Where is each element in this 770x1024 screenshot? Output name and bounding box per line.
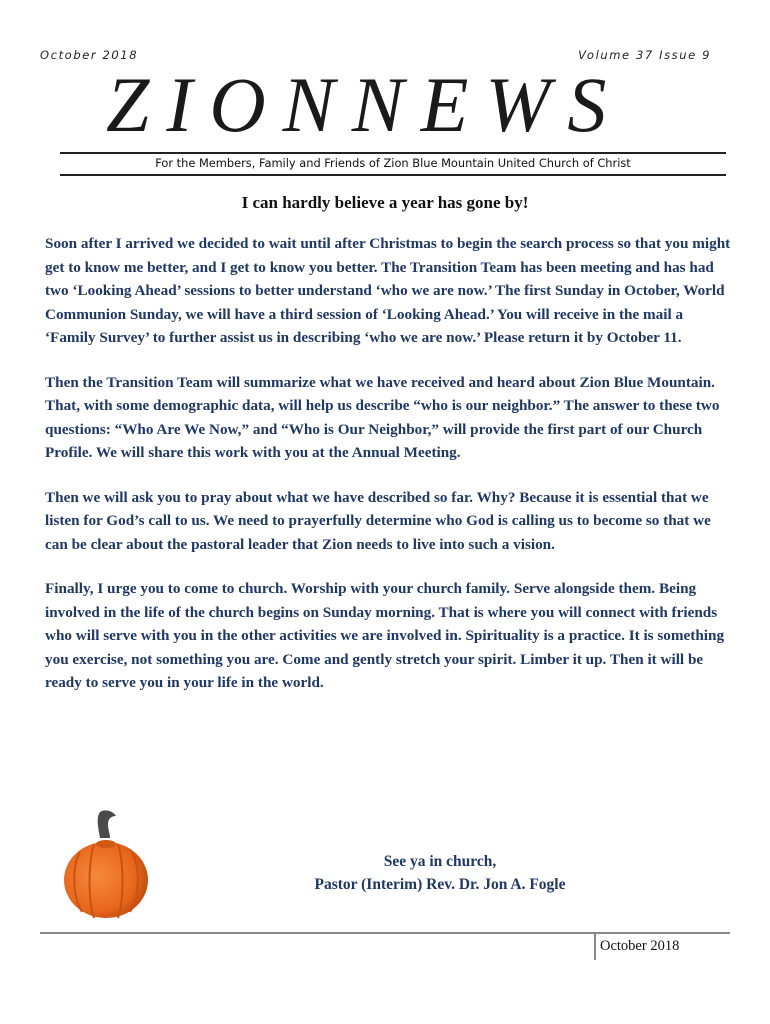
article-paragraph: Soon after I arrived we decided to wait until after Christmas to begin the search process so that you might get to know me better, and I get to know you better. The Transition Team has been meeting and has had two ‘Looking Ahead’ sessions to better understand ‘who we are now.’ The first Sunday in October, World Communion Sunday, we will have a third session of ‘Looking Ahead.’ You will receive in the mail a ‘Family Survey’ to further assist us in describing ‘who we are now.’ Please return it by October 11. xyxy=(45,235,731,346)
article-body xyxy=(45,232,735,716)
masthead-rule-top xyxy=(60,152,726,154)
masthead-title: ZIONNEWS xyxy=(106,61,624,148)
issue-date: October 2018 xyxy=(40,48,139,62)
masthead-rule-bottom xyxy=(60,174,726,176)
article-headline: I can hardly believe a year has gone by! xyxy=(241,193,529,212)
signoff-author: Pastor (Interim) Rev. Dr. Jon A. Fogle xyxy=(314,876,566,893)
pumpkin-icon xyxy=(60,808,152,920)
signoff xyxy=(230,850,650,896)
article-paragraph: Then the Transition Team will summarize what we have received and heard about Zion Blue Mountain. That, with some demographic data, will help us describe “who is our neighbor.” The answer to these two questions: “Who Are We Now,” and “Who is Our Neighbor,” will provide the first part of our Church Profile. We will share this work with you at the Annual Meeting. xyxy=(45,373,720,461)
article-paragraph: Finally, I urge you to come to church. Worship with your church family. Serve alongside them. Being involved in the life of the church begins on Sunday morning. That is where you will connect with friends who will serve with you in the other activities we are involved in. Spirituality is a practice. It is something you exercise, not something you are. Come and gently stretch your spirit. Limber it up. Then it will be ready to serve you in your life in the world. xyxy=(45,580,725,691)
footer-date: October 2018 xyxy=(594,934,679,960)
volume-issue: Volume 37 Issue 9 xyxy=(578,48,711,62)
article-paragraph: Then we will ask you to pray about what we have described so far. Why? Because it is essential that we listen for God’s call to us. We need to prayerfully determine who God is calling us to become so that we can be clear about the pastoral leader that Zion needs to live into such a vision. xyxy=(45,488,711,553)
signoff-greeting: See ya in church, xyxy=(383,853,497,870)
tagline: For the Members, Family and Friends of Zion Blue Mountain United Church of Christ xyxy=(155,156,631,170)
